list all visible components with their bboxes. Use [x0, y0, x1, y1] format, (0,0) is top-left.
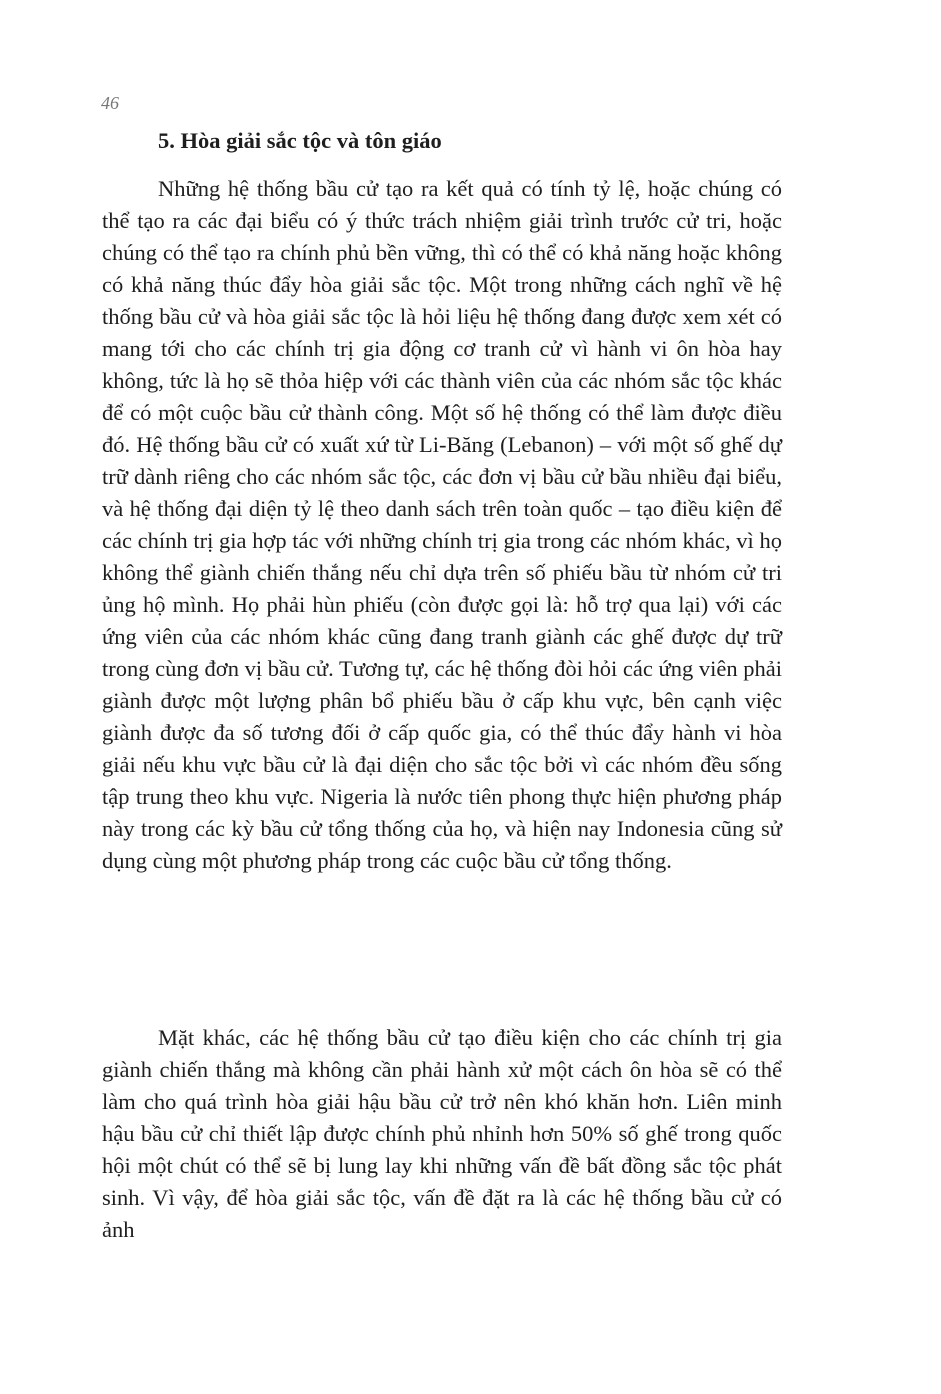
body-paragraph-1: Những hệ thống bầu cử tạo ra kết quả có tính tỷ lệ, hoặc chúng có thể tạo ra các đại biểu có ý thức trách nhiệm giải trình trước cử tri, hoặc chúng có thể tạo ra chính phủ bền vững, thì có thể có khả năng hoặc không có khả năng thúc đẩy hòa giải sắc tộc. Một trong những cách nghĩ về hệ thống bầu cử và hòa giải sắc tộc là hỏi liệu hệ thống đang được xem xét có mang tới cho các chính trị gia động cơ tranh cử vì hành vi ôn hòa hay không, tức là họ sẽ thỏa hiệp với các thành viên của các nhóm sắc tộc khác để có một cuộc bầu cử thành công. Một số hệ thống có thể làm được điều đó. Hệ thống bầu cử có xuất xứ từ Li-Băng (Lebanon) – với một số ghế dự trữ dành riêng cho các nhóm sắc tộc, các đơn vị bầu cử bầu nhiều đại biểu, và hệ thống đại diện tỷ lệ theo danh sách trên toàn quốc – tạo điều kiện để các chính trị gia hợp tác với những chính trị gia trong các nhóm khác, vì họ không thể giành chiến thắng nếu chỉ dựa trên số phiếu bầu từ nhóm cử tri ủng hộ mình. Họ phải hùn phiếu (còn được gọi là: hỗ trợ qua lại) với các ứng viên của các nhóm khác cũng đang tranh giành các ghế được dự trữ trong cùng đơn vị bầu cử. Tương tự, các hệ thống đòi hỏi các ứng viên phải giành được một lượng phân bổ phiếu bầu ở cấp khu vực, bên cạnh việc giành được đa số tương đối ở cấp quốc gia, có thể thúc đẩy hành vi hòa giải nếu khu vực bầu cử là đại diện cho sắc tộc bởi vì các nhóm đều sống tập trung theo khu vực. Nigeria là nước tiên phong thực hiện phương pháp này trong các kỳ bầu cử tổng thống của họ, và hiện nay Indonesia cũng sử dụng cùng một phương pháp trong các cuộc bầu cử tổng thống. — [102, 176, 782, 873]
body-paragraph-2: Mặt khác, các hệ thống bầu cử tạo điều kiện cho các chính trị gia giành chiến thắng mà không cần phải hành xử một cách ôn hòa sẽ có thể làm cho quá trình hòa giải hậu bầu cử trở nên khó khăn hơn. Liên minh hậu bầu cử chỉ thiết lập được chính phủ nhỉnh hơn 50% số ghế trong quốc hội một chút có thể sẽ bị lung lay khi những vấn đề bất đồng sắc tộc phát sinh. Vì vậy, để hòa giải sắc tộc, vấn đề đặt ra là các hệ thống bầu cử có ảnh — [102, 1025, 782, 1242]
page-number: 46 — [101, 93, 119, 113]
section-heading: 5. Hòa giải sắc tộc và tôn giáo — [158, 128, 442, 153]
